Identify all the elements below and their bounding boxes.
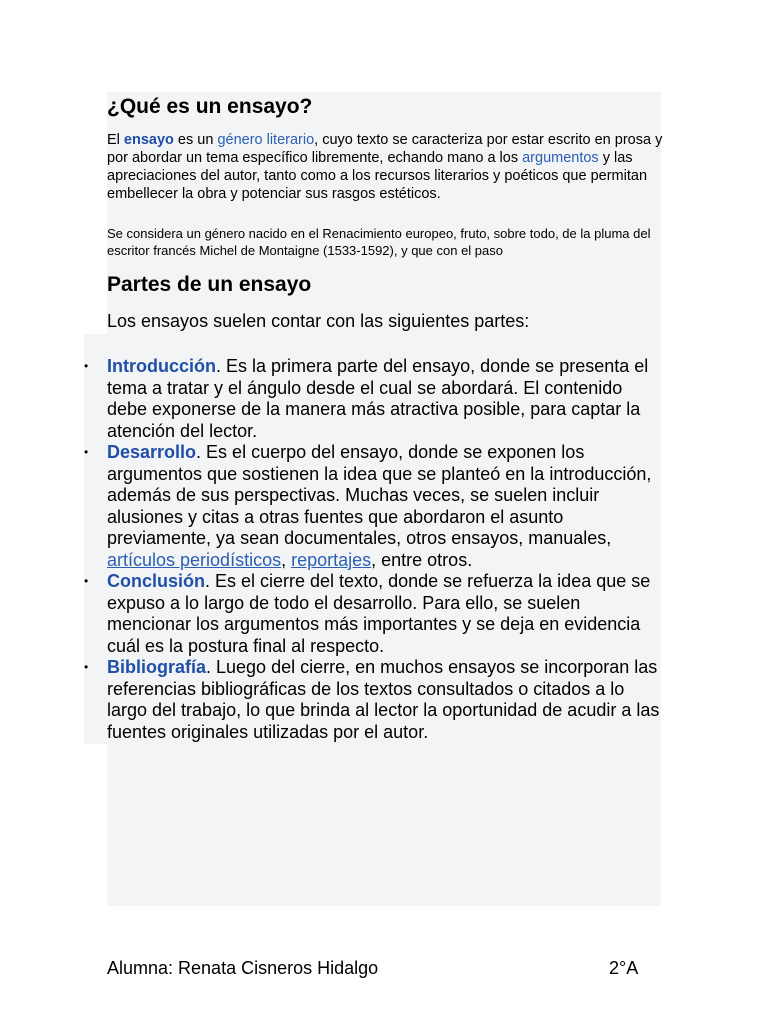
reportajes-link[interactable]: reportajes — [291, 549, 372, 570]
bibliografia-term: Bibliografía — [107, 657, 207, 677]
definition-text-2: es un — [173, 132, 218, 148]
introduccion-term: Introducción — [107, 356, 216, 376]
bibliografia-text: . Luego del cierre, en muchos ensayos se incorporan las referencias bibliográficas de los textos consultados o citados a lo largo del trabajo, lo que brinda al lector la oportunidad de acudir a las fuentes originales utilizadas por el autor. — [107, 657, 660, 742]
bullet-icon: • — [84, 445, 89, 459]
list-item-introduccion — [84, 356, 663, 442]
definition-text-3: , cuyo texto se caracteriza por estar escrito en prosa y por abordar un tema específico libremente, echando mano a los — [107, 132, 663, 166]
definition-text-4: y las apreciaciones del autor, tanto como a los recursos literarios y poéticos que permitan embellecer la obra y potenciar sus rasgos estéticos. — [107, 150, 648, 202]
genero-literario-link[interactable]: género literario — [217, 132, 315, 148]
list-item-desarrollo — [84, 442, 663, 571]
desarrollo-term: Desarrollo — [107, 442, 197, 462]
student-name: Alumna: Renata Cisneros Hidalgo — [107, 958, 379, 978]
list-item-bibliografia — [84, 657, 663, 743]
list-item-conclusion — [84, 571, 663, 657]
list-indent-background — [84, 334, 107, 744]
grade-label: 2°A — [609, 958, 639, 978]
section-title: Partes de un ensayo — [107, 273, 312, 296]
argumentos-link[interactable]: argumentos — [522, 150, 599, 166]
introduccion-text: . Es la primera parte del ensayo, donde se presenta el tema a tratar y el ángulo desde el cual se abordará. El contenido debe exponerse de la manera más atractiva posible, para captar la atención del lector. — [107, 356, 649, 441]
bullet-icon: • — [84, 359, 89, 373]
desarrollo-separator: , — [281, 549, 292, 570]
desarrollo-text: . Es el cuerpo del ensayo, donde se exponen los argumentos que sostienen la idea que se planteó en la introducción, además de sus perspectivas. Muchas veces, se suelen incluir alusiones y citas a otras fuentes que abordaron el asunto previamente, ya sean documentales, otros ensayos, manuales, — [107, 442, 652, 548]
section-intro: Los ensayos suelen contar con las siguientes partes: — [107, 311, 530, 331]
conclusion-text: . Es el cierre del texto, donde se refuerza la idea que se expuso a lo largo de todo el desarrollo. Para ello, se suelen mencionar los argumentos más importantes y se deja en evidencia cuál es la postura final al respecto. — [107, 571, 651, 656]
articulos-periodisticos-link[interactable]: artículos periodísticos — [107, 549, 282, 570]
definition-text-1: El — [107, 132, 124, 148]
bullet-icon: • — [84, 574, 89, 588]
definition-paragraph — [107, 131, 663, 203]
conclusion-term: Conclusión — [107, 571, 205, 591]
bullet-icon: • — [84, 660, 89, 674]
origin-paragraph: Se considera un género nacido en el Renacimiento europeo, fruto, sobre todo, de la pluma del escritor francés Michel de Montaigne (1533-1592), y que con el paso — [107, 226, 651, 258]
parts-list — [84, 356, 663, 743]
desarrollo-tail: , entre otros. — [371, 549, 473, 570]
ensayo-term: ensayo — [123, 132, 174, 148]
page-title: ¿Qué es un ensayo? — [107, 95, 313, 118]
